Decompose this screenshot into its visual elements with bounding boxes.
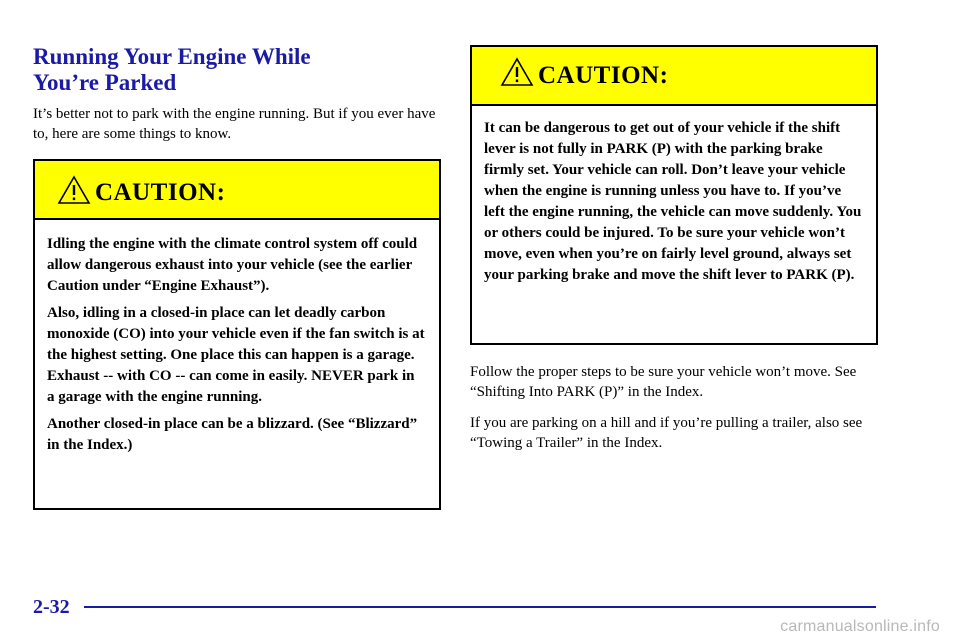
caution-body (35, 220, 439, 456)
caution-paragraph: Another closed-in place can be a blizzard. (See “Blizzard” in the Index.) (47, 416, 418, 453)
caution-label: CAUTION: (538, 62, 669, 89)
caution-label: CAUTION: (95, 179, 226, 206)
caution-box-shift-lever (470, 45, 878, 345)
section-title (33, 44, 311, 96)
section-title-line1: Running Your Engine While (33, 44, 311, 69)
caution-header (472, 47, 876, 106)
intro-paragraph: It’s better not to park with the engine running. But if you ever have to, here are some things to know. (33, 106, 436, 142)
body-paragraph-shifting: Follow the proper steps to be sure your vehicle won’t move. See “Shifting Into PARK (P)” in the Index. (470, 364, 857, 400)
warning-triangle-icon (57, 175, 91, 205)
caution-paragraph: Also, idling in a closed-in place can let deadly carbon monoxide (CO) into your vehicle even if the fan switch is at the highest setting. One place this can happen is a garage. Exhaust -- with CO -- can come in easily. NEVER park in a garage with the engine running. (47, 305, 425, 405)
page-number: 2-32 (33, 596, 70, 618)
body-paragraph-towing: If you are parking on a hill and if you’re pulling a trailer, also see “Towing a Trailer” in the Index. (470, 415, 863, 451)
warning-triangle-icon (500, 57, 534, 87)
caution-paragraph: Idling the engine with the climate control system off could allow dangerous exhaust into your vehicle (see the earlier Caution under “Engine Exhaust”). (47, 236, 418, 294)
caution-paragraph: It can be dangerous to get out of your vehicle if the shift lever is not fully in PARK (P) with the parking brake firmly set. Your vehicle can roll. Don’t leave your vehicle when the engine is running unless you have to. If you’ve left the engine running, the vehicle can move suddenly. You or others could be injured. To be sure your vehicle won’t move, even when you’re on fairly level ground, always set your parking brake and move the shift lever to PARK (P). (484, 120, 862, 283)
watermark: carmanualsonline.info (780, 618, 940, 635)
section-title-line2: You’re Parked (33, 70, 177, 95)
caution-header (35, 161, 439, 220)
footer-divider (84, 606, 876, 608)
caution-box-climate (33, 159, 441, 510)
caution-body (472, 106, 876, 286)
